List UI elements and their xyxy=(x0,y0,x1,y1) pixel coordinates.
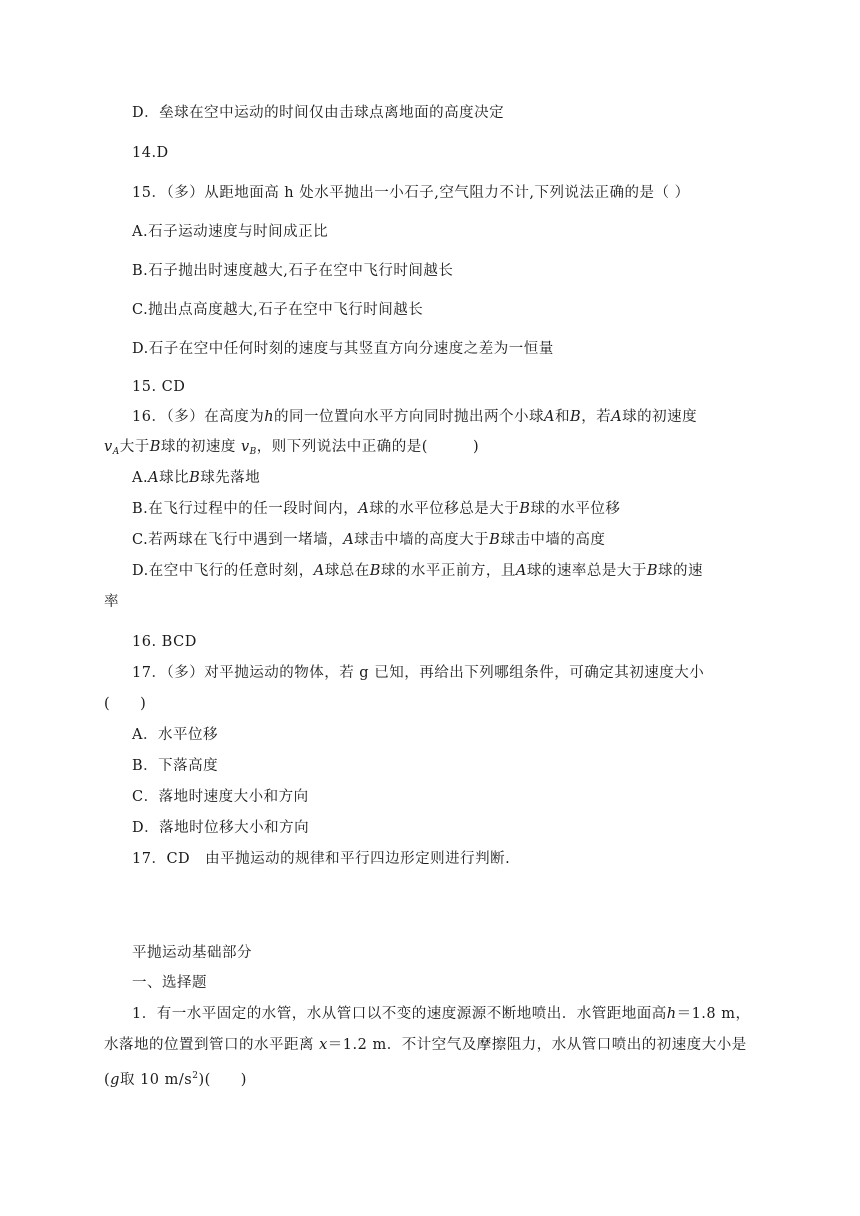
q17-option-d: D．落地时位移大小和方向 xyxy=(132,820,310,836)
q16-stem-line2: $v_A$大于B球的初速度 $v_B$，则下列说法中正确的是( ) xyxy=(104,439,480,457)
q14-option-d: D．垒球在空中运动的时间仅由击球点离地面的高度决定 xyxy=(132,105,505,121)
q1-stem-line3: (g取 10 $m/s^2$)( ) xyxy=(104,1071,247,1088)
q17-option-c: C．落地时速度大小和方向 xyxy=(132,789,309,805)
q16-option-b: B.在飞行过程中的任一段时间内，A球的水平位移总是大于B球的水平位移 xyxy=(132,501,621,517)
q17-answer: 17．CD 由平抛运动的规律和平行四边形定则进行判断. xyxy=(132,851,511,867)
q17-option-b: B．下落高度 xyxy=(132,758,219,774)
q16-stem-line1: 16．（多）在高度为h的同一位置向水平方向同时抛出两个小球A和B，若A球的初速度 xyxy=(132,409,698,425)
q15-answer: 15. CD xyxy=(132,379,186,395)
q16-option-d-line1: D.在空中飞行的任意时刻，A球总在B球的水平正前方，且A球的速率总是大于B球的速 xyxy=(132,563,703,579)
q15-stem: 15．（多）从距地面高 h 处水平抛出一小石子,空气阻力不计,下列说法正确的是（ ） xyxy=(132,185,690,201)
q15-option-a: A.石子运动速度与时间成正比 xyxy=(132,224,329,240)
q15-option-c: C.抛出点高度越大,石子在空中飞行时间越长 xyxy=(132,302,424,318)
q16-option-a: A.A球比B球先落地 xyxy=(132,470,261,486)
q17-stem-line2: ( ) xyxy=(104,696,147,712)
q1-stem-line1: 1．有一水平固定的水管，水从管口以不变的速度源源不断地喷出．水管距地面高h＝1.8 m， xyxy=(132,1006,751,1022)
q16-option-d-line2: 率 xyxy=(104,594,119,610)
section-title: 平抛运动基础部分 xyxy=(132,945,252,961)
section-subtitle: 一、选择题 xyxy=(132,975,207,991)
q17-option-a: A．水平位移 xyxy=(132,727,218,743)
q1-stem-line2: 水落地的位置到管口的水平距离 x＝1.2 m．不计空气及摩擦阻力，水从管口喷出的初速度大小是 xyxy=(104,1037,747,1053)
q16-option-c: C.若两球在飞行中遇到一堵墙，A球击中墙的高度大于B球击中墙的高度 xyxy=(132,532,606,548)
q15-option-d: D.石子在空中任何时刻的速度与其竖直方向分速度之差为一恒量 xyxy=(132,341,554,357)
q14-answer: 14.D xyxy=(132,145,169,161)
q16-answer: 16. BCD xyxy=(132,634,197,650)
q15-option-b: B.石子抛出时速度越大,石子在空中飞行时间越长 xyxy=(132,263,454,279)
q17-stem-line1: 17．（多）对平抛运动的物体，若 g 已知，再给出下列哪组条件，可确定其初速度大小 xyxy=(132,665,705,681)
